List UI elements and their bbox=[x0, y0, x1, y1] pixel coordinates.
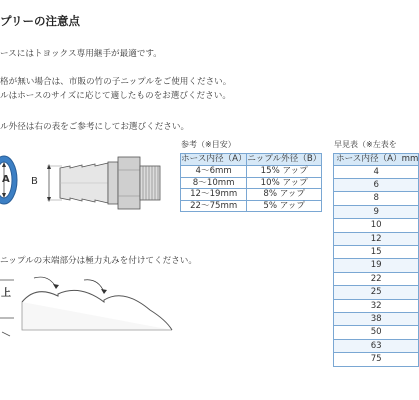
table-row bbox=[334, 165, 419, 178]
nipple-fitting-diagram bbox=[40, 150, 170, 210]
diagram-label-a: A bbox=[2, 174, 10, 185]
table-row bbox=[181, 166, 322, 178]
reference-table-caption: 参考（※目安） bbox=[181, 140, 236, 149]
reference-table-header: ニップル外径（B） bbox=[247, 154, 322, 165]
table-cell: 63 bbox=[334, 339, 419, 352]
table-cell: 15 bbox=[334, 245, 419, 258]
table-row bbox=[334, 219, 419, 232]
table-cell: 32 bbox=[334, 299, 419, 312]
diagram-label-up: 上 bbox=[1, 288, 11, 299]
table-cell: 8〜10mm bbox=[181, 177, 247, 189]
table-cell: 10% アップ bbox=[247, 177, 322, 189]
table-cell: 38 bbox=[334, 312, 419, 325]
table-cell: 12〜19mm bbox=[181, 189, 247, 201]
reference-table bbox=[180, 153, 322, 212]
table-row bbox=[334, 339, 419, 352]
table-row bbox=[334, 326, 419, 339]
table-cell: 9 bbox=[334, 205, 419, 218]
table-row bbox=[334, 178, 419, 191]
table-row bbox=[334, 259, 419, 272]
table-cell: 10 bbox=[334, 219, 419, 232]
table-cell: 22 bbox=[334, 272, 419, 285]
table-row bbox=[334, 299, 419, 312]
table-cell: 4 bbox=[334, 165, 419, 178]
table-row bbox=[334, 232, 419, 245]
paragraph-line-4: ル外径は右の表をご参考にしてお選びください。 bbox=[0, 122, 190, 132]
table-cell: 75 bbox=[334, 353, 419, 366]
diagram-label-b: B bbox=[31, 176, 38, 187]
table-row bbox=[334, 192, 419, 205]
table-cell: 50 bbox=[334, 326, 419, 339]
table-row bbox=[334, 286, 419, 299]
quick-table-header: ホース内径（A）mm bbox=[334, 154, 419, 166]
table-cell: 5% アップ bbox=[247, 200, 322, 212]
table-cell: 15% アップ bbox=[247, 166, 322, 178]
paragraph-line-1: ースにはトヨックス専用継手が最適です。 bbox=[0, 49, 162, 59]
paragraph-line-2: 格が無い場合は、市販の竹の子ニップルをご使用ください。 bbox=[0, 77, 232, 87]
table-cell: 4〜6mm bbox=[181, 166, 247, 178]
table-row bbox=[334, 245, 419, 258]
table-row bbox=[181, 189, 322, 201]
quick-table-caption: 早見表（※左表を bbox=[334, 140, 397, 149]
table-row bbox=[334, 205, 419, 218]
table-row bbox=[334, 272, 419, 285]
table-cell: 8% アップ bbox=[247, 189, 322, 201]
reference-table-header: ホース内径（A） bbox=[181, 154, 247, 165]
table-cell: 25 bbox=[334, 286, 419, 299]
rounded-end-diagram bbox=[0, 272, 180, 342]
table-row bbox=[334, 353, 419, 366]
table-row bbox=[334, 312, 419, 325]
table-cell: 22〜75mm bbox=[181, 200, 247, 212]
quick-table bbox=[333, 153, 419, 367]
table-row bbox=[181, 177, 322, 189]
table-cell: 8 bbox=[334, 192, 419, 205]
table-cell: 19 bbox=[334, 259, 419, 272]
paragraph-line-3: ルはホースのサイズに応じて適したものをお選びください。 bbox=[0, 91, 231, 101]
section-title: プリーの注意点 bbox=[0, 14, 81, 28]
table-cell: 6 bbox=[334, 178, 419, 191]
paragraph-line-5: ニップルの末端部分は極力丸みを付けてください。 bbox=[0, 256, 197, 266]
table-cell: 12 bbox=[334, 232, 419, 245]
table-row bbox=[181, 200, 322, 212]
